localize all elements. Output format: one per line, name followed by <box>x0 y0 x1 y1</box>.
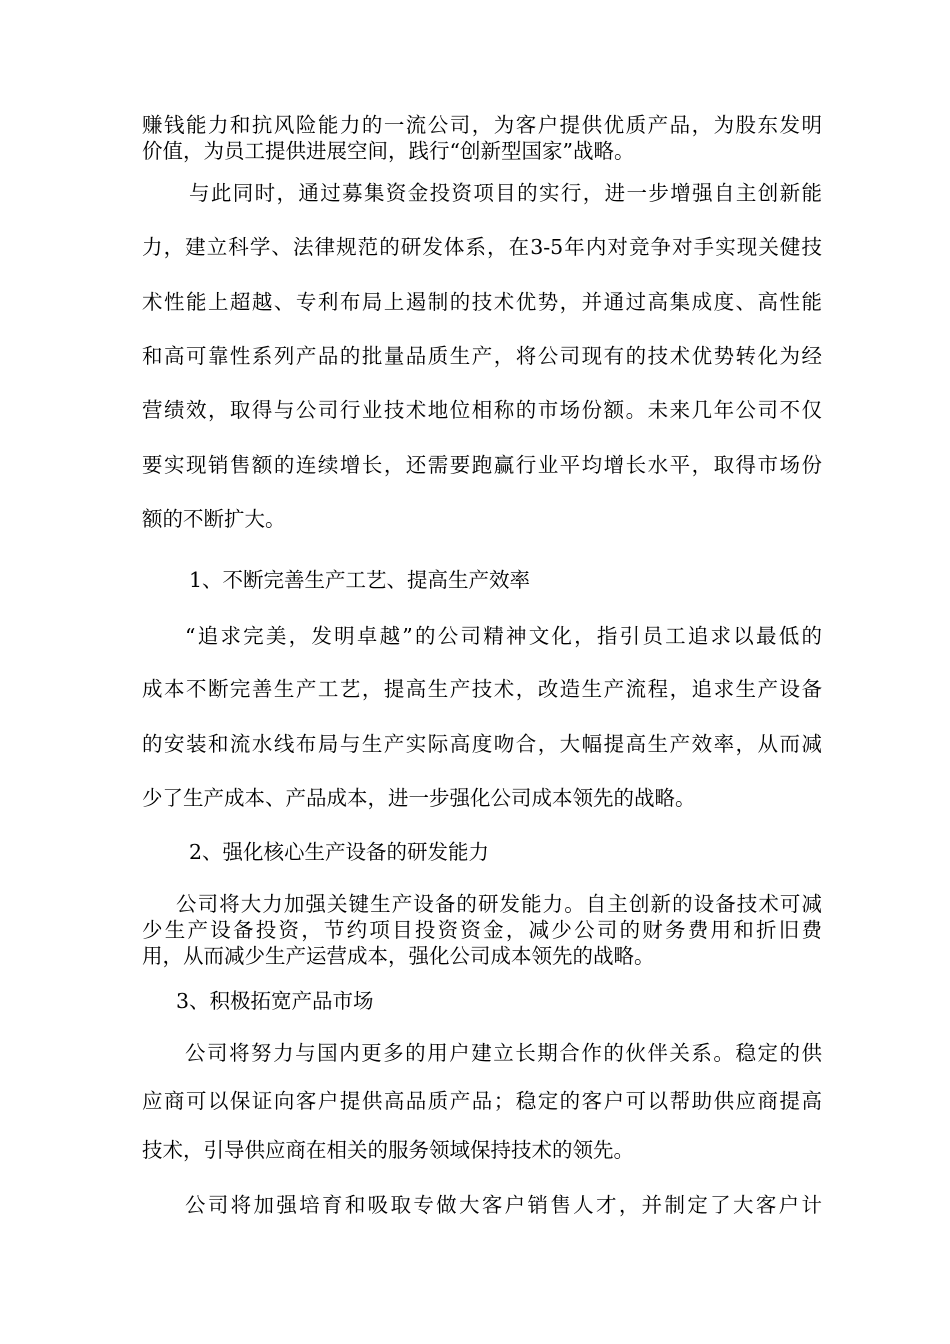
paragraph-line: 赚钱能力和抗风险能力的一流公司，为客户提供优质产品，为股东发明 <box>142 113 822 137</box>
section-heading-2: 2、强化核心生产设备的研发能力 <box>189 840 490 864</box>
paragraph-line: 额的不断扩大。 <box>142 507 286 531</box>
paragraph-line: 力，建立科学、法律规范的研发体系，在3-5年内对竞争对手实现关健技 <box>142 235 822 259</box>
section-heading-3: 3、积极拓宽产品市场 <box>176 989 374 1013</box>
section-heading-1: 1、不断完善生产工艺、提高生产效率 <box>189 568 531 592</box>
paragraph-line: 的安装和流水线布局与生产实际高度吻合，大幅提高生产效率，从而减 <box>142 732 822 756</box>
paragraph-line: 与此同时，通过募集资金投资项目的实行，进一步增强自主创新能 <box>189 181 822 205</box>
paragraph-line: 少生产设备投资，节约项目投资资金，减少公司的财务费用和折旧费 <box>142 918 822 942</box>
paragraph-line: 公司将努力与国内更多的用户建立长期合作的伙伴关系。稳定的供 <box>185 1041 822 1065</box>
paragraph-line: 成本不断完善生产工艺，提高生产技术，改造生产流程，追求生产设备 <box>142 677 822 701</box>
paragraph-line: 公司将大力加强关键生产设备的研发能力。自主创新的设备技术可减 <box>176 892 822 916</box>
paragraph-line: 公司将加强培育和吸取专做大客户销售人才，并制定了大客户计 <box>185 1193 822 1217</box>
paragraph-line: “追求完美，发明卓越”的公司精神文化，指引员工追求以最低的 <box>185 624 822 648</box>
paragraph-line: 营绩效，取得与公司行业技术地位相称的市场份额。未来几年公司不仅 <box>142 398 822 422</box>
paragraph-line: 少了生产成本、产品成本，进一步强化公司成本领先的战略。 <box>142 786 696 810</box>
paragraph-line: 技术，引导供应商在相关的服务领域保持技术的领先。 <box>142 1138 634 1162</box>
paragraph-line: 价值，为员工提供进展空间，践行“创新型国家”战略。 <box>142 139 635 163</box>
paragraph-line: 应商可以保证向客户提供高品质产品；稳定的客户可以帮助供应商提高 <box>142 1089 822 1113</box>
paragraph-line: 和高可靠性系列产品的批量品质生产，将公司现有的技术优势转化为经 <box>142 344 822 368</box>
paragraph-line: 要实现销售额的连续增长，还需要跑赢行业平均增长水平，取得市场份 <box>142 453 822 477</box>
paragraph-line: 用，从而减少生产运营成本，强化公司成本领先的战略。 <box>142 944 655 968</box>
paragraph-line: 术性能上超越、专利布局上遏制的技术优势，并通过高集成度、高性能 <box>142 290 822 314</box>
